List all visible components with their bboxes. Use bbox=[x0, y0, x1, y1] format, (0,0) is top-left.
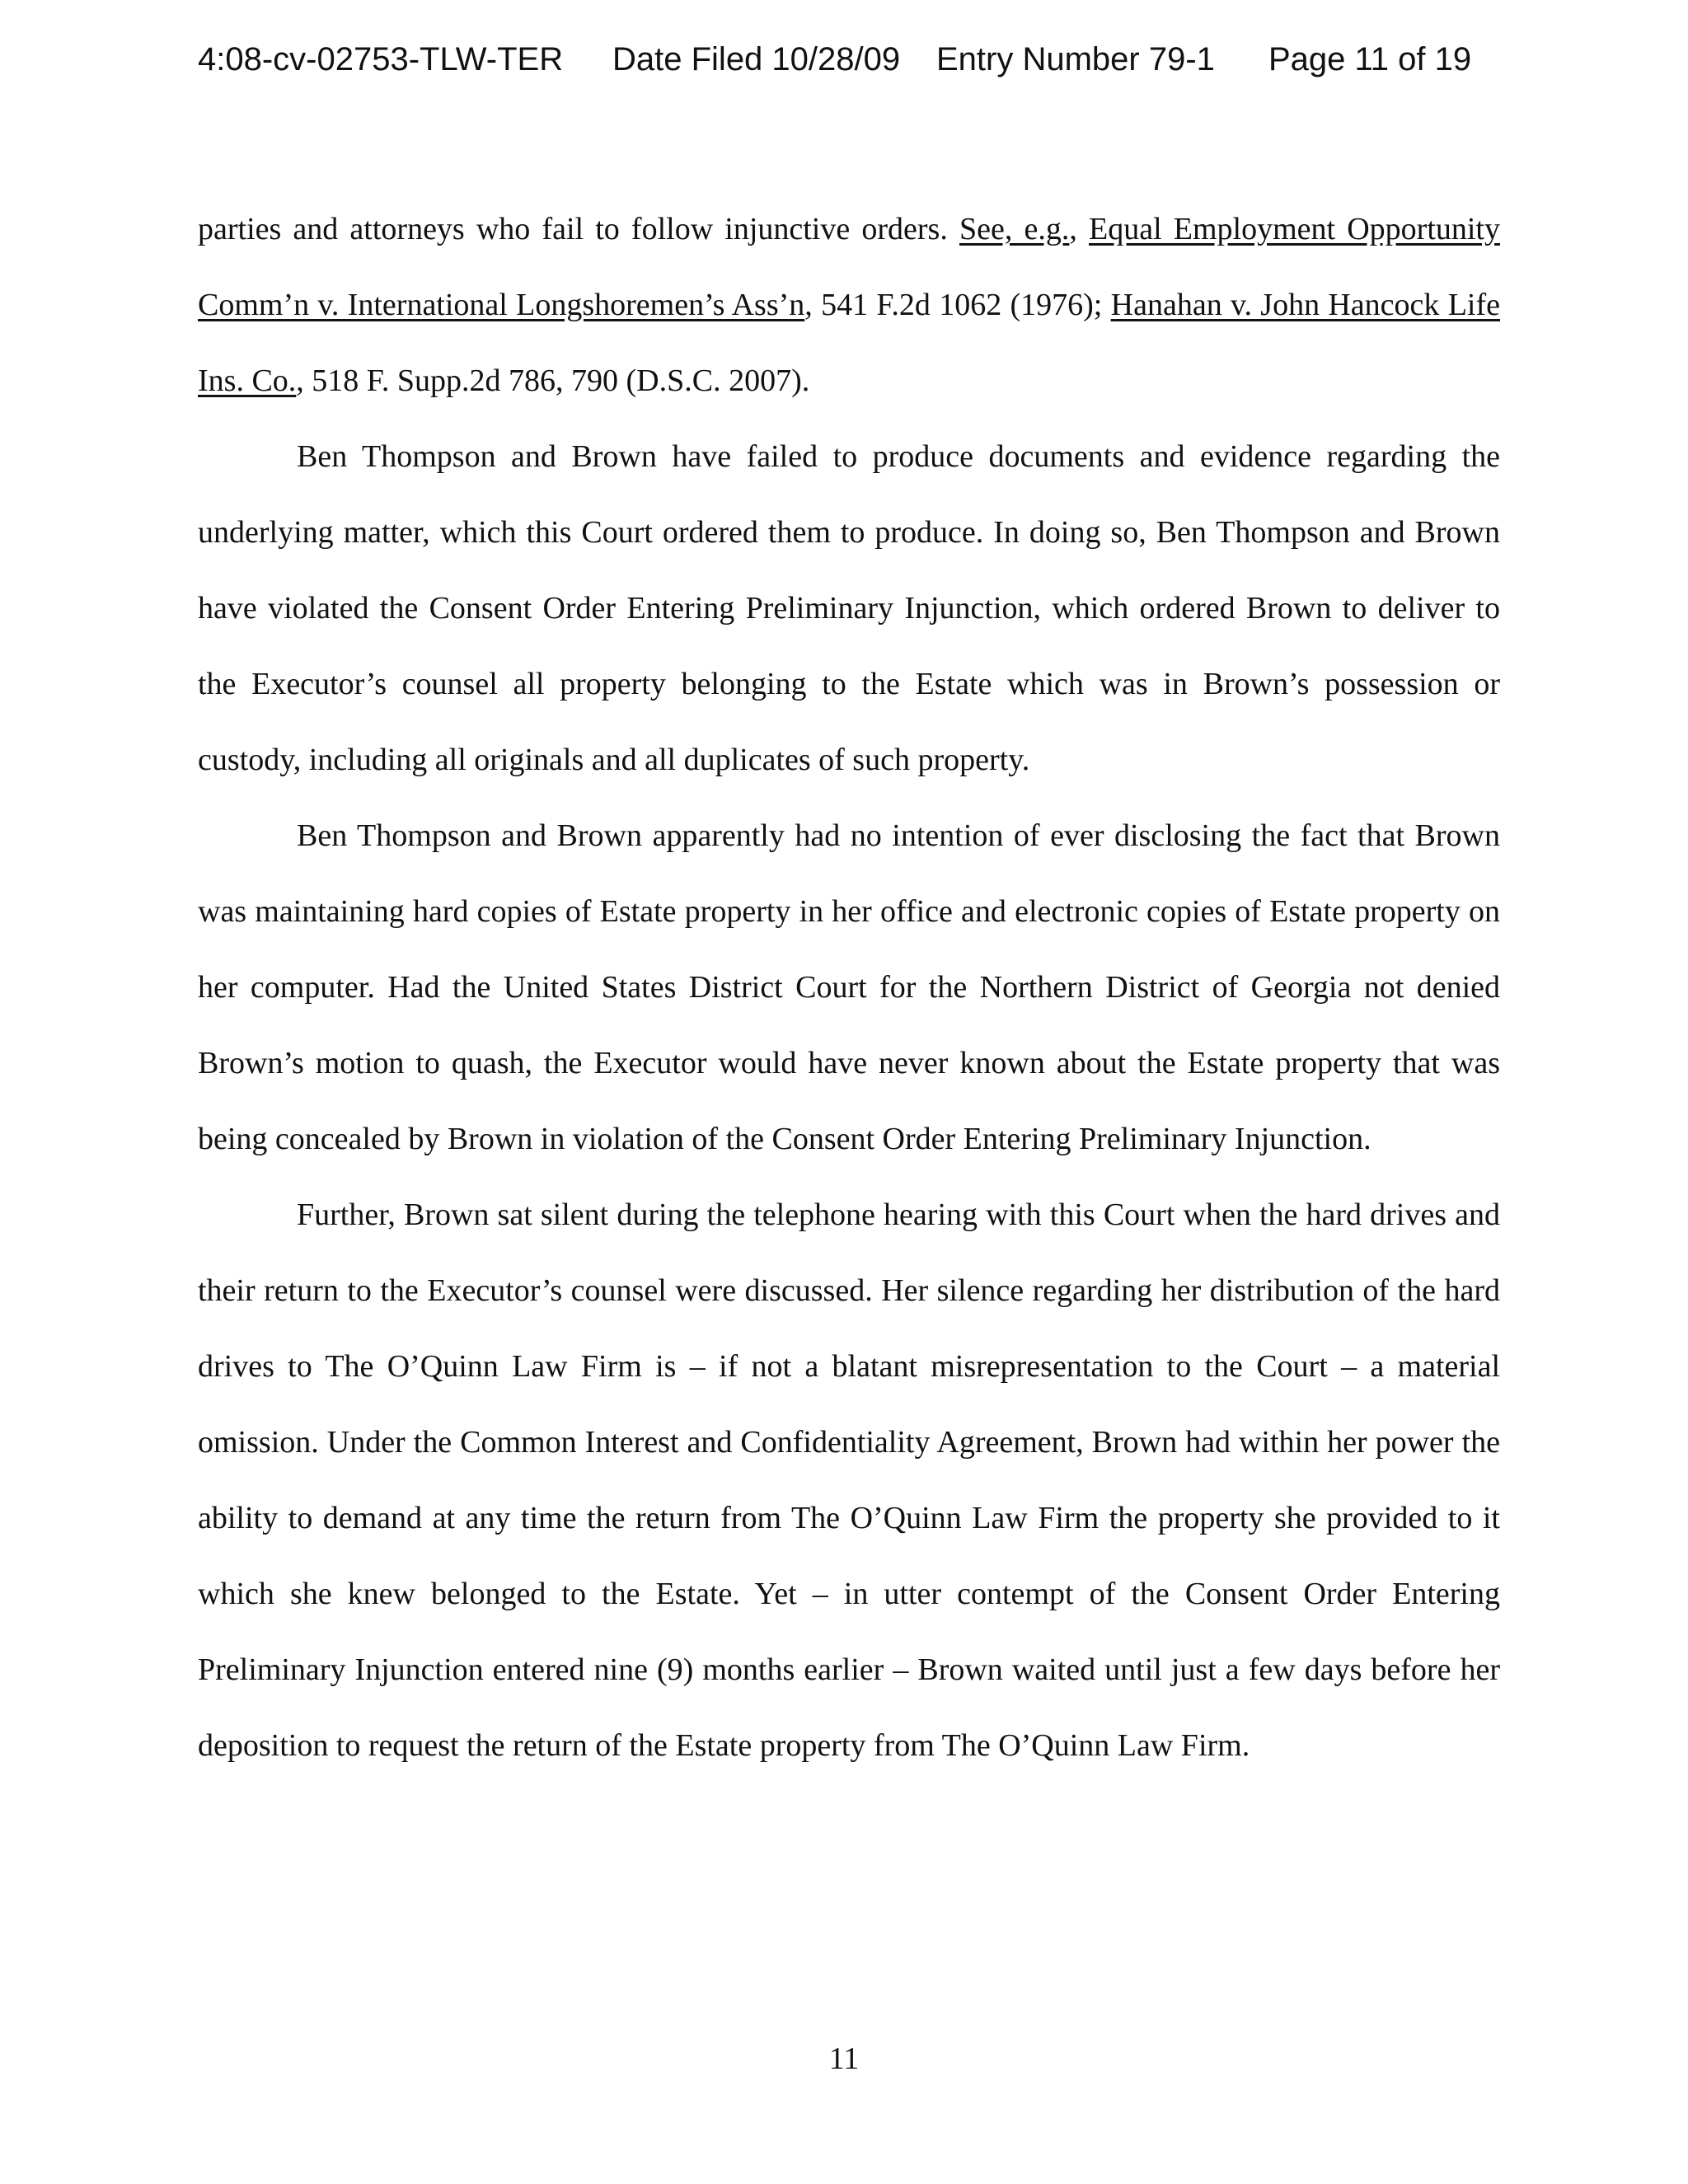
document-body bbox=[198, 191, 1500, 1783]
date-filed: Date Filed 10/28/09 bbox=[612, 41, 901, 77]
paragraph-1 bbox=[198, 191, 1500, 419]
citation-signal: See, e.g. bbox=[959, 212, 1070, 246]
paragraph-1-text: , 518 F. Supp.2d 786, 790 (D.S.C. 2007). bbox=[296, 363, 810, 398]
paragraph-1-text: parties and attorneys who fail to follow injunctive orders. bbox=[198, 212, 959, 246]
paragraph-1-text: , 541 F.2d 1062 (1976); bbox=[804, 288, 1111, 322]
paragraph-2: Ben Thompson and Brown have failed to produce documents and evidence regarding the underlying matter, which this Court ordered them to produce. In doing so, Ben Thompson and Brown have violated the Consent Order Entering Preliminary Injunction, which ordered Brown to deliver to the Executor’s counsel all property belonging to the Estate which was in Brown’s possession or custody, including all originals and all duplicates of such property. bbox=[198, 439, 1500, 777]
page-number: 11 bbox=[828, 2041, 860, 2076]
paragraph-1-text: , bbox=[1069, 212, 1089, 246]
header-page-count: Page 11 of 19 bbox=[1268, 41, 1472, 77]
entry-number: Entry Number 79-1 bbox=[936, 41, 1215, 77]
paragraph-4: Further, Brown sat silent during the telephone hearing with this Court when the hard drives and their return to the Executor’s counsel were discussed. Her silence regarding her distribution of the hard drives to The O’Quinn Law Firm is – if not a blatant misrepresentation to the Court – a material omission. Under the Common Interest and Confidentiality Agreement, Brown had within her power the ability to demand at any time the return from The O’Quinn Law Firm the property she provided to it which she knew belonged to the Estate. Yet – in utter contempt of the Consent Order Entering Preliminary Injunction entered nine (9) months earlier – Brown waited until just a few days before her deposition to request the return of the Estate property from The O’Quinn Law Firm. bbox=[198, 1197, 1500, 1763]
paragraph-3: Ben Thompson and Brown apparently had no intention of ever disclosing the fact that Brown was maintaining hard copies of Estate property in her office and electronic copies of Estate property on her computer. Had the United States District Court for the Northern District of Georgia not denied Brown’s motion to quash, the Executor would have never known about the Estate property that was being concealed by Brown in violation of the Consent Order Entering Preliminary Injunction. bbox=[198, 818, 1500, 1156]
case-citation-hanahan: Hanahan v. John Hancock Life Ins. Co. bbox=[198, 288, 1500, 398]
case-citation-eeoc: Equal Employment Opportunity Comm’n v. International Longshoremen’s Ass’n bbox=[198, 212, 1500, 322]
filing-header bbox=[198, 36, 1500, 82]
case-number: 4:08-cv-02753-TLW-TER bbox=[198, 41, 564, 77]
